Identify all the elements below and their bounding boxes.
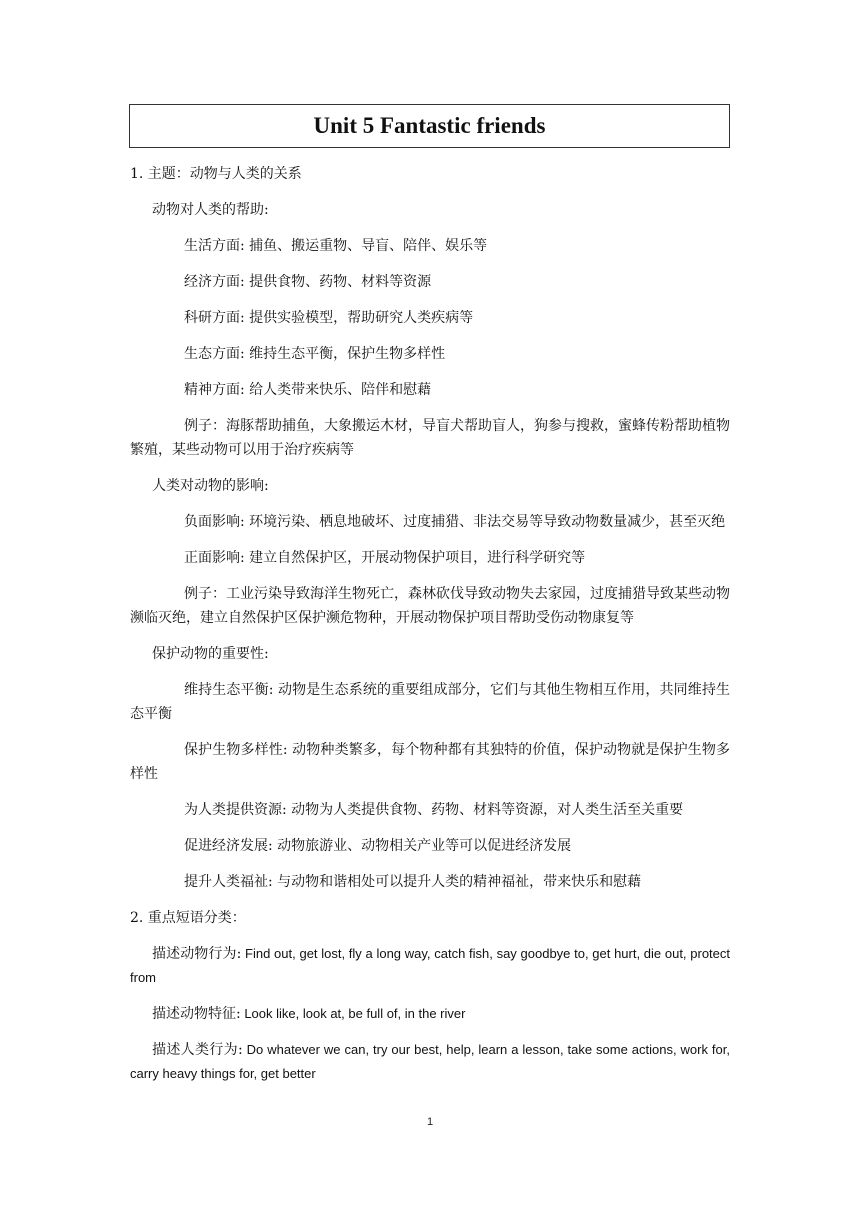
phrase-group-label: 描述人类行为: [152, 1042, 243, 1058]
document-title: Unit 5 Fantastic friends [313, 113, 546, 138]
help-item-ecology: 生态方面: 维持生态平衡，保护生物多样性 [184, 346, 446, 362]
importance-heading: 保护动物的重要性: [152, 646, 269, 662]
impact-negative: 负面影响: 环境污染、栖息地破坏、过度捕猎、非法交易等导致动物数量减少，甚至灭绝 [184, 514, 726, 530]
phrase-group-animal-behavior [130, 942, 730, 990]
page-number: 1 [426, 1116, 434, 1128]
help-item-spirit: 精神方面: 给人类带来快乐、陪伴和慰藉 [184, 382, 432, 398]
title-box [129, 104, 730, 148]
importance-item-wellbeing: 提升人类福祉: 与动物和谐相处可以提升人类的精神福祉，带来快乐和慰藉 [184, 874, 642, 890]
phrase-group-human-behavior [130, 1038, 730, 1086]
phrase-list: Look like, look at, be full of, in the river [240, 1006, 466, 1021]
help-item-research: 科研方面: 提供实验模型，帮助研究人类疾病等 [184, 310, 474, 326]
phrase-list: Find out, get lost, fly a long way, catch fish, say goodbye to, get hurt, die out, protect from [130, 946, 731, 985]
importance-item-diversity: 保护生物多样性: 动物种类繁多，每个物种都有其独特的价值，保护动物就是保护生物多样性 [130, 742, 730, 782]
document-body [130, 162, 730, 1086]
impact-example: 例子：工业污染导致海洋生物死亡，森林砍伐导致动物失去家园，过度捕猎导致某些动物濒临灭绝，建立自然保护区保护濒危物种，开展动物保护项目帮助受伤动物康复等 [130, 586, 730, 626]
phrase-group-label: 描述动物行为: [152, 946, 242, 962]
importance-item-balance: 维持生态平衡: 动物是生态系统的重要组成部分，它们与其他生物相互作用，共同维持生态平衡 [130, 682, 730, 722]
section-2-heading: 2. 重点短语分类： [130, 910, 246, 926]
help-item-economy: 经济方面: 提供食物、药物、材料等资源 [184, 274, 432, 290]
impact-positive: 正面影响: 建立自然保护区，开展动物保护项目，进行科学研究等 [184, 550, 586, 566]
importance-item-resources: 为人类提供资源: 动物为人类提供食物、药物、材料等资源，对人类生活至关重要 [184, 802, 684, 818]
section-1-heading: 1. 主题：动物与人类的关系 [130, 166, 302, 182]
phrase-list: Do whatever we can, try our best, help, learn a lesson, take some actions, work for, carry heavy things for, get better [130, 1042, 731, 1081]
help-example: 例子：海豚帮助捕鱼，大象搬运木材，导盲犬帮助盲人，狗参与搜救，蜜蜂传粉帮助植物繁殖，某些动物可以用于治疗疾病等 [130, 418, 730, 458]
phrase-group-label: 描述动物特征: [152, 1006, 241, 1022]
importance-item-economy: 促进经济发展: 动物旅游业、动物相关产业等可以促进经济发展 [184, 838, 572, 854]
impact-heading: 人类对动物的影响: [152, 478, 269, 494]
help-heading: 动物对人类的帮助: [152, 202, 269, 218]
help-item-life: 生活方面: 捕鱼、搬运重物、导盲、陪伴、娱乐等 [184, 238, 488, 254]
phrase-group-animal-features [130, 1002, 730, 1026]
